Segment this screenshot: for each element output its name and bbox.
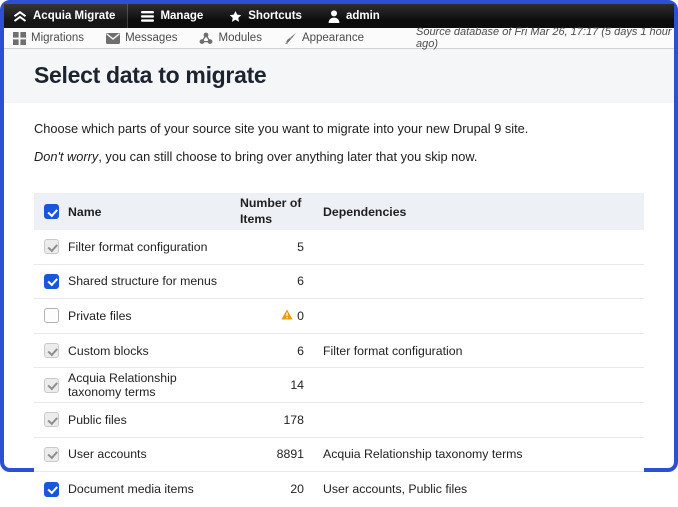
- modules-icon: [199, 32, 213, 45]
- migration-name: Private files: [68, 308, 132, 323]
- row-checkbox[interactable]: [44, 412, 59, 427]
- toolbar-item-modules[interactable]: [199, 32, 273, 45]
- admin-item-label: admin: [345, 10, 380, 22]
- source-database-note: Source database of Fri Mar 26, 17:17 (5 days 1 hour ago): [415, 26, 672, 50]
- item-count: 6: [297, 274, 304, 289]
- brand-label: Acquia Migrate: [33, 10, 116, 22]
- toolbar-item-label: Migrations: [31, 32, 85, 44]
- toolbar-item-label: Messages: [125, 32, 178, 44]
- admin-toolbar: [4, 4, 674, 28]
- user-icon: [328, 10, 340, 23]
- toolbar-item-appearance[interactable]: [284, 32, 376, 45]
- row-checkbox[interactable]: [44, 482, 59, 497]
- row-checkbox[interactable]: [44, 274, 59, 289]
- item-count: 5: [297, 239, 304, 254]
- column-header-dependencies: Dependencies: [323, 204, 407, 219]
- row-checkbox[interactable]: [44, 308, 59, 323]
- star-icon: [229, 10, 242, 23]
- dependencies: Filter format configuration: [323, 343, 463, 358]
- envelope-icon: [106, 33, 120, 44]
- toolbar-item-label: Appearance: [301, 32, 364, 44]
- column-header-name: Name: [68, 204, 102, 219]
- item-count: 8891: [276, 447, 304, 462]
- grid-icon: [13, 32, 26, 45]
- dependencies: Acquia Relationship taxonomy terms: [323, 447, 523, 462]
- migration-name: User accounts: [68, 447, 147, 462]
- row-checkbox[interactable]: [44, 447, 59, 462]
- item-count: 20: [290, 482, 304, 497]
- intro-line-1: Choose which parts of your source site you want to migrate into your new Drupal 9 site.: [34, 121, 529, 136]
- secondary-toolbar: [4, 28, 674, 49]
- migration-name: Custom blocks: [68, 343, 149, 358]
- table-row: [34, 230, 644, 265]
- table-row: [34, 265, 644, 300]
- warning-icon: [281, 309, 293, 323]
- admin-item-label: Manage: [160, 10, 204, 22]
- table-row: [34, 438, 644, 473]
- hamburger-icon: [141, 11, 154, 22]
- table-row: [34, 334, 644, 369]
- item-count: 6: [297, 343, 304, 358]
- page-header: [4, 49, 674, 103]
- toolbar-item-migrations[interactable]: [13, 32, 96, 45]
- migration-name: Shared structure for menus: [68, 274, 217, 289]
- intro-line-2-emphasis: Don't worry: [34, 149, 99, 164]
- admin-item-label: Shortcuts: [248, 10, 302, 22]
- intro-text: [4, 103, 674, 191]
- table-row: [34, 368, 644, 403]
- column-header-count: Number of Items: [240, 196, 302, 226]
- admin-item-shortcuts[interactable]: [216, 4, 315, 28]
- migration-name: Document media items: [68, 482, 194, 497]
- select-all-checkbox[interactable]: [44, 204, 59, 219]
- admin-item-admin[interactable]: [315, 4, 393, 28]
- paintbrush-icon: [284, 32, 297, 45]
- row-checkbox[interactable]: [44, 343, 59, 358]
- toolbar-item-messages[interactable]: [106, 32, 189, 44]
- table-row: [34, 472, 644, 507]
- intro-line-2-rest: , you can still choose to bring over anything later that you skip now.: [98, 149, 478, 164]
- table-row: [34, 299, 644, 334]
- toolbar-item-label: Modules: [218, 32, 262, 44]
- row-checkbox[interactable]: [44, 239, 59, 254]
- page-title: Select data to migrate: [34, 62, 267, 88]
- migration-name: Filter format configuration: [68, 239, 208, 254]
- migration-name: Acquia Relationship taxonomy terms: [68, 371, 177, 400]
- table-header-row: [34, 193, 644, 230]
- dependencies: User accounts, Public files: [323, 482, 468, 497]
- acquia-migrate-brand[interactable]: [4, 4, 128, 28]
- row-checkbox[interactable]: [44, 378, 59, 393]
- admin-item-manage[interactable]: [128, 4, 216, 28]
- table-row: [34, 403, 644, 438]
- migration-table: [34, 193, 644, 507]
- intro-line-2: [34, 149, 644, 164]
- item-count: 178: [283, 412, 304, 427]
- item-count: 14: [290, 378, 304, 393]
- item-count: 0: [240, 309, 304, 323]
- migration-name: Public files: [68, 412, 127, 427]
- double-chevron-up-icon: [13, 10, 27, 23]
